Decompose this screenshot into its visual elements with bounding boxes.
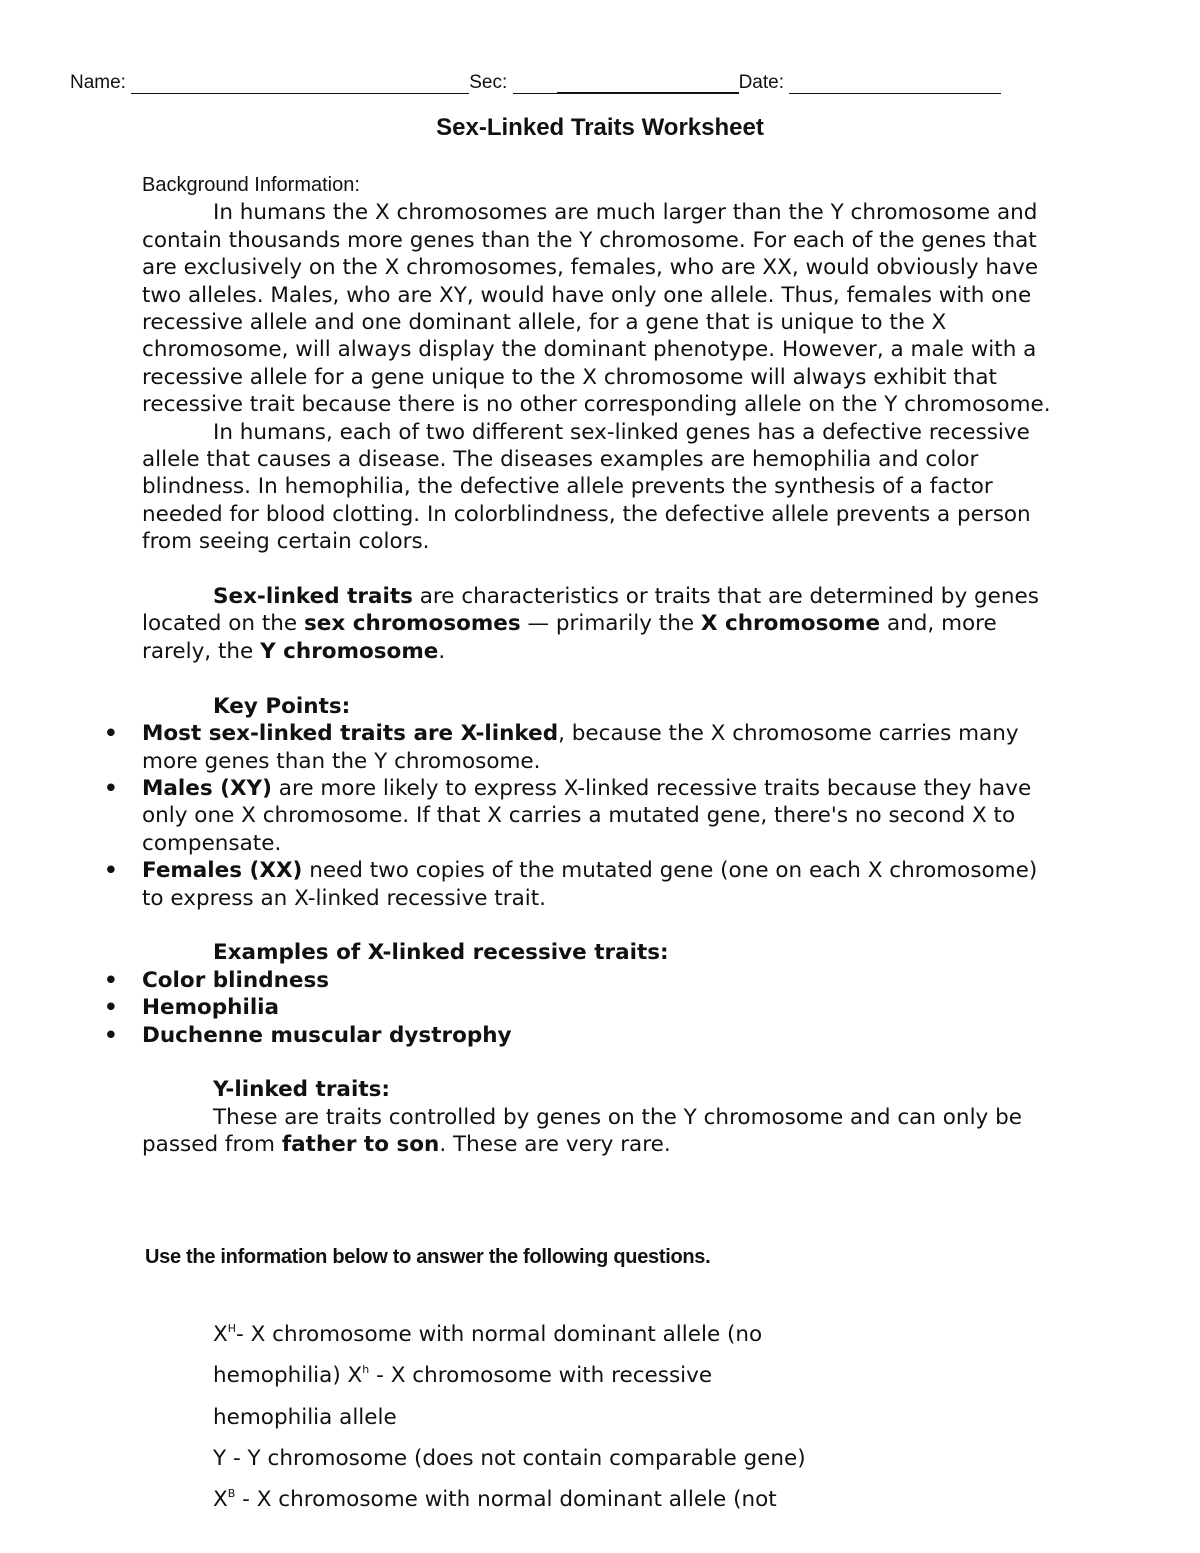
definition-term: Sex-linked traits — [213, 584, 413, 610]
list-item: • Duchenne muscular dystrophy — [142, 1022, 1062, 1049]
allele-key-line: hemophilia) $X^h$ - X chromosome with recessive — [213, 1363, 713, 1389]
list-item: • Most sex-linked traits are X-linked, because the X chromosome carries many more genes than the Y chromosome. — [142, 720, 1062, 775]
list-item: • Color blindness — [142, 967, 1062, 994]
background-label: Background Information: — [142, 174, 360, 196]
worksheet-body — [142, 172, 1062, 1159]
date-blank[interactable] — [789, 75, 1001, 94]
key-points-heading: Key Points: — [213, 693, 351, 719]
y-linked-heading: Y-linked traits: — [213, 1077, 390, 1103]
examples-heading: Examples of X-linked recessive traits: — [213, 940, 669, 966]
allele-key-line: $X^H-$ X chromosome with normal dominant allele (no — [213, 1322, 763, 1347]
name-blank[interactable] — [131, 75, 469, 94]
definition-paragraph: Sex-linked traits are characteristics or traits that are determined by genes located on the sex chromosomes — primarily the X chromosome and, more rarely, the Y chromosome. — [142, 584, 1039, 664]
sec-label: Sec: — [469, 72, 508, 93]
name-label: Name: — [70, 72, 126, 93]
date-label: Date: — [738, 72, 784, 93]
list-item: • Females (XX) need two copies of the mutated gene (one on each X chromosome) to express an X-linked recessive trait. — [142, 857, 1062, 912]
allele-key-line: Y - Y chromosome (does not contain comparable gene) — [213, 1445, 806, 1471]
instructions-text: Use the information below to answer the following questions. — [145, 1246, 711, 1268]
allele-key — [213, 1320, 1073, 1526]
y-linked-paragraph: These are traits controlled by genes on the Y chromosome and can only be passed from father to son. These are very rare. — [142, 1104, 1022, 1158]
examples-list — [142, 967, 1062, 1049]
header-fields — [70, 72, 1050, 94]
background-paragraph-1: In humans the X chromosomes are much larger than the Y chromosome and contain thousands more genes than the Y chromosome. For each of the genes that are exclusively on the X chromosomes, females, who are XX, would obviously have two alleles. Males, who are XY, would have only one allele. Thus, females with one recessive allele and one dominant allele, for a gene that is unique to the X chromosome, will always display the dominant phenotype. However, a male with a recessive allele for a gene unique to the X chromosome will always exhibit that recessive trait because there is no other corresponding allele on the Y chromosome. — [142, 200, 1051, 418]
list-item: • Males (XY) are more likely to express X-linked recessive traits because they have only one X chromosome. If that X carries a mutated gene, there's no second X to compensate. — [142, 775, 1062, 857]
sec-blank-bold — [557, 74, 739, 94]
page-title: Sex-Linked Traits Worksheet — [436, 114, 764, 141]
key-points-list — [142, 720, 1062, 912]
allele-key-line: $X^B$ - X chromosome with normal dominant allele (not — [213, 1487, 777, 1513]
list-item: • Hemophilia — [142, 994, 1062, 1021]
allele-key-line: hemophilia allele — [213, 1404, 397, 1430]
background-paragraph-2: In humans, each of two different sex-linked genes has a defective recessive allele that causes a disease. The diseases examples are hemophilia and color blindness. In hemophilia, the defective allele prevents the synthesis of a factor needed for blood clotting. In colorblindness, the defective allele prevents a person from seeing certain colors. — [142, 419, 1031, 555]
sec-blank[interactable] — [513, 75, 557, 94]
